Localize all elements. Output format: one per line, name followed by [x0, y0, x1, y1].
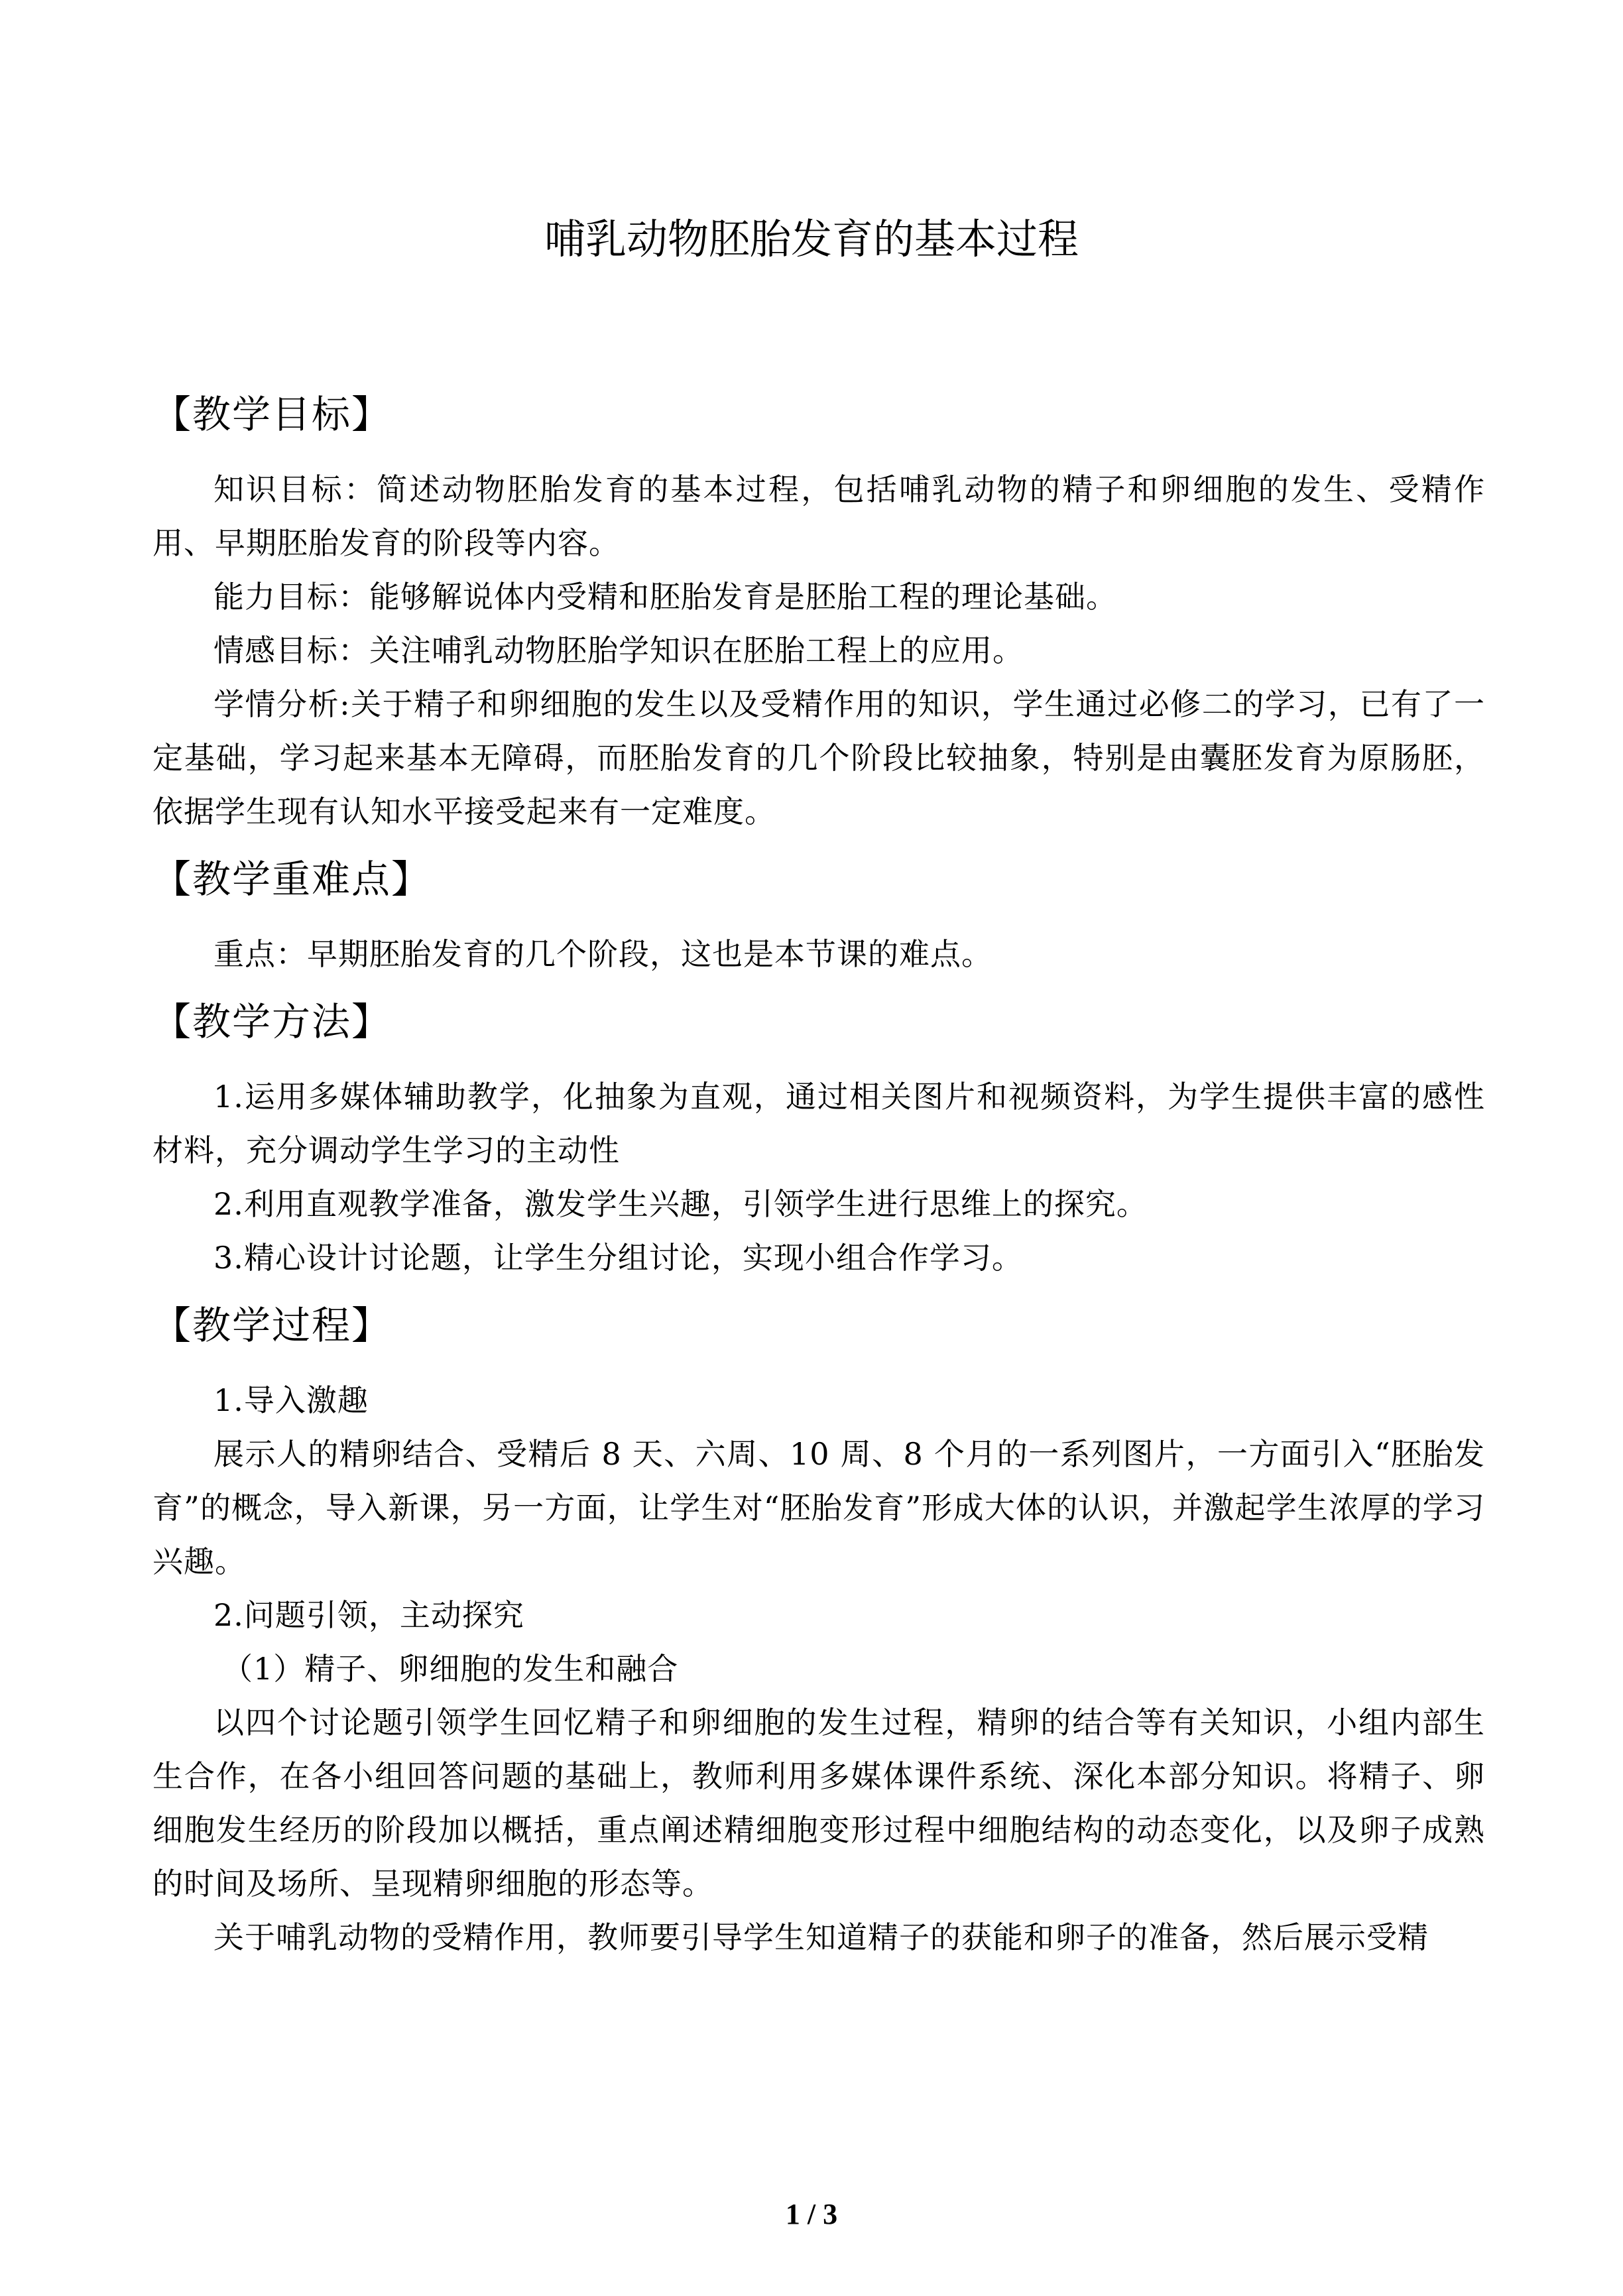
- objectives-analysis-paragraph: 学情分析:关于精子和卵细胞的发生以及受精作用的知识，学生通过必修二的学习，已有了一定基础，学习起来基本无障碍，而胚胎发育的几个阶段比较抽象，特别是由囊胚发育为原肠胚，依据学生现有认知水平接受起来有一定难度。: [152, 686, 1485, 829]
- objectives-ability-paragraph: 能力目标：能够解说体内受精和胚胎发育是胚胎工程的理论基础。: [213, 579, 1117, 615]
- page-number: 1 / 3: [785, 2198, 838, 2230]
- section-heading-key-points: 【教学重难点】: [152, 857, 432, 902]
- methods-item-2: 2.利用直观教学准备，激发学生兴趣，引领学生进行思维上的探究。: [213, 1186, 1148, 1222]
- section-heading-objectives: 【教学目标】: [152, 392, 392, 437]
- process-fertilization-paragraph: 关于哺乳动物的受精作用，教师要引导学生知道精子的获能和卵子的准备，然后展示受精: [213, 1919, 1429, 1955]
- section-heading-process: 【教学过程】: [152, 1303, 392, 1348]
- process-step-1-title: 1.导入激趣: [213, 1382, 369, 1418]
- document-body: [152, 385, 1485, 1964]
- methods-item-3: 3.精心设计讨论题，让学生分组讨论，实现小组合作学习。: [213, 1240, 1023, 1276]
- process-substep-1-paragraph: 以四个讨论题引领学生回忆精子和卵细胞的发生过程，精卵的结合等有关知识，小组内部生生合作，在各小组回答问题的基础上，教师利用多媒体课件系统、深化本部分知识。将精子、卵细胞发生经历的阶段加以概括，重点阐述精细胞变形过程中细胞结构的动态变化，以及卵子成熟的时间及场所、呈现精卵细胞的形态等。: [152, 1705, 1485, 1902]
- objectives-knowledge-paragraph: 知识目标：简述动物胚胎发育的基本过程，包括哺乳动物的精子和卵细胞的发生、受精作用、早期胚胎发育的阶段等内容。: [152, 471, 1485, 561]
- document-title: 哺乳动物胚胎发育的基本过程: [544, 215, 1079, 263]
- key-points-paragraph: 重点：早期胚胎发育的几个阶段，这也是本节课的难点。: [213, 936, 992, 972]
- process-step-2-title: 2.问题引领，主动探究: [213, 1597, 524, 1633]
- objectives-emotion-paragraph: 情感目标：关注哺乳动物胚胎学知识在胚胎工程上的应用。: [213, 633, 1024, 668]
- process-step-1-paragraph: 展示人的精卵结合、受精后 8 天、六周、10 周、8 个月的一系列图片，一方面引入“胚胎发育”的概念，导入新课，另一方面，让学生对“胚胎发育”形成大体的认识，并激起学生浓厚的学习兴趣。: [152, 1436, 1485, 1579]
- process-substep-1-title: （1）精子、卵细胞的发生和融合: [222, 1651, 679, 1687]
- section-heading-methods: 【教学方法】: [152, 999, 392, 1044]
- methods-item-1: 1.运用多媒体辅助教学，化抽象为直观，通过相关图片和视频资料，为学生提供丰富的感性材料，充分调动学生学习的主动性: [152, 1079, 1485, 1168]
